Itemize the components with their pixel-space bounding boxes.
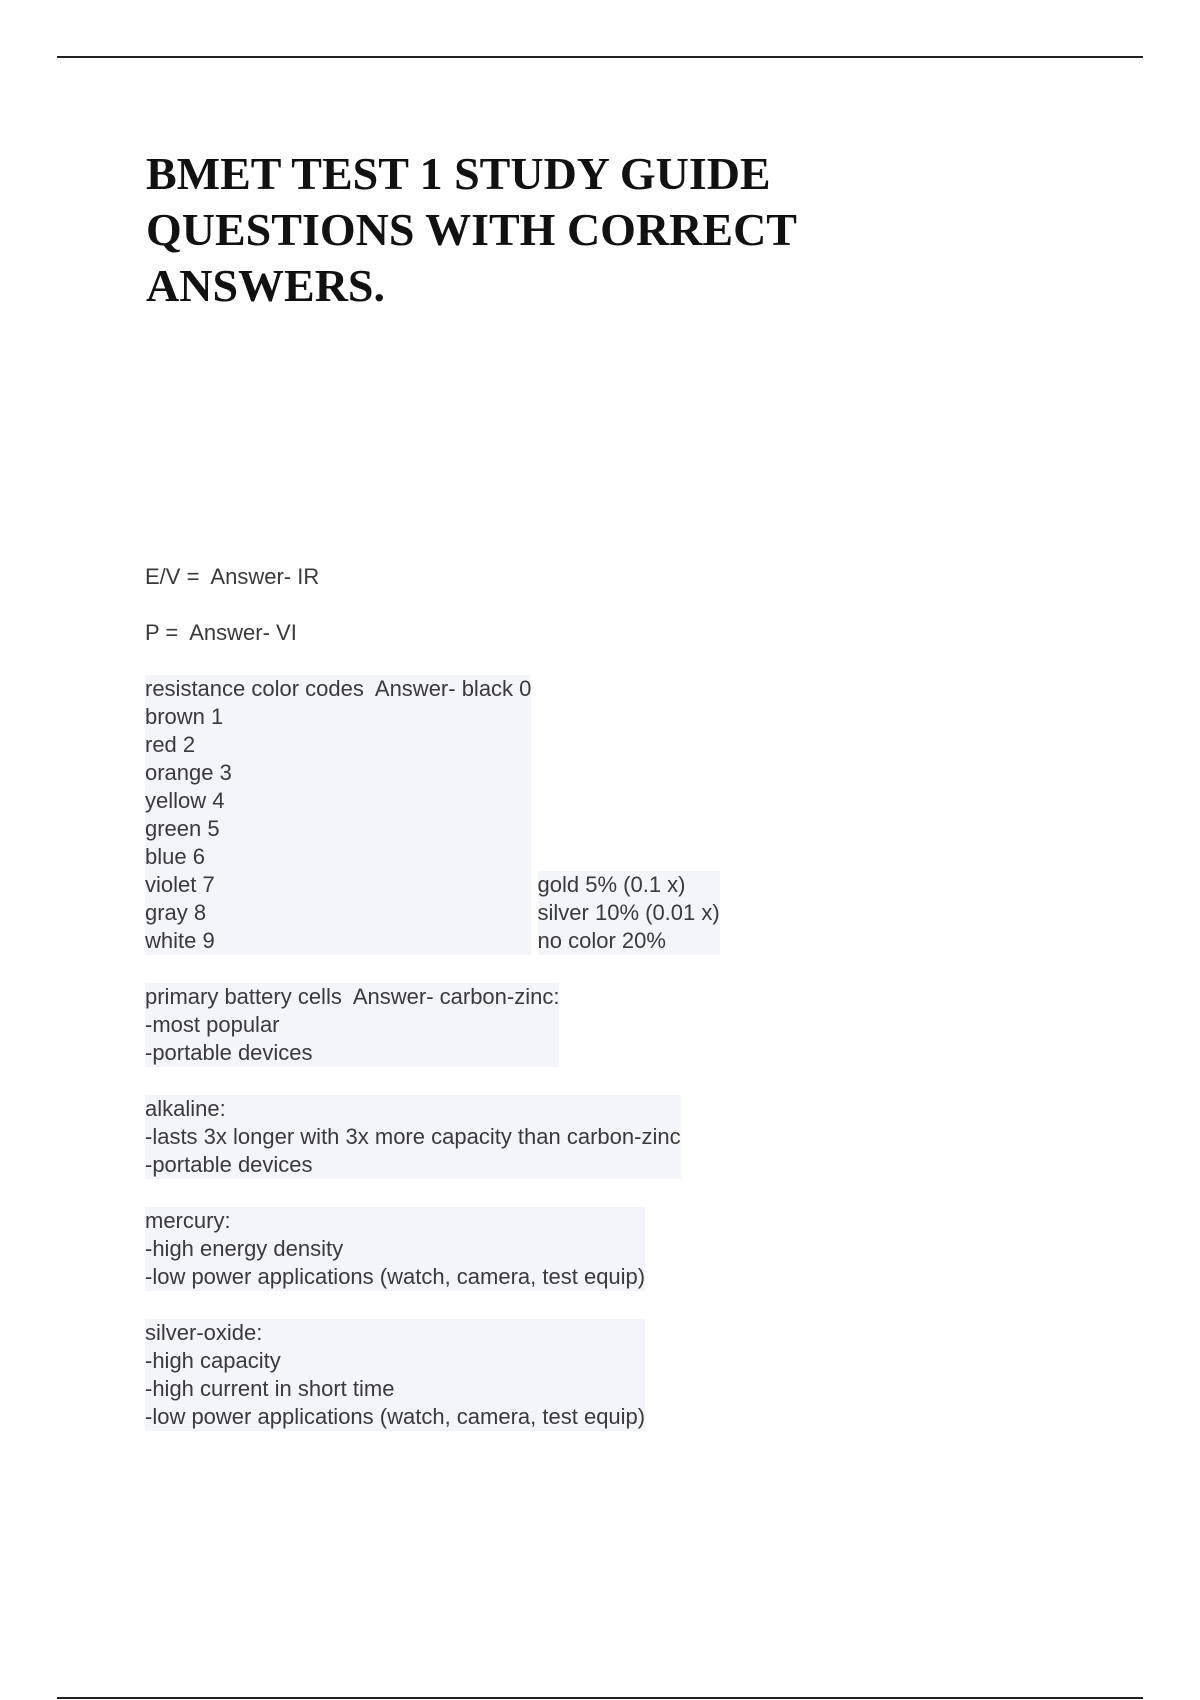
qa-block-mercury: [145, 1207, 645, 1291]
text-line: silver 10% (0.01 x): [537, 900, 720, 925]
qa-block-silver-oxide: [145, 1319, 645, 1431]
top-rule: [57, 56, 1143, 58]
text-line: green 5: [145, 816, 220, 841]
qa-block-alkaline: [145, 1095, 681, 1179]
text-line: -portable devices: [145, 1040, 313, 1065]
title-line: ANSWERS.: [146, 260, 386, 311]
text-line: -high capacity: [145, 1348, 281, 1373]
text-line: -high current in short time: [145, 1376, 395, 1401]
document-body: [145, 563, 1045, 1459]
qa-block-tolerance: [538, 871, 720, 955]
qa-block-power: [145, 619, 1045, 647]
text-line: -portable devices: [145, 1152, 313, 1177]
text-line: white 9: [145, 928, 215, 953]
text-line: no color 20%: [537, 928, 666, 953]
text-line: -low power applications (watch, camera, test equip): [145, 1264, 646, 1289]
qa-block-resistance-color-codes: [145, 675, 531, 955]
document-title: [146, 146, 966, 314]
text-line: -high energy density: [145, 1236, 344, 1261]
title-line: QUESTIONS WITH CORRECT: [146, 204, 797, 255]
text-line: yellow 4: [145, 788, 225, 813]
text-line: -most popular: [145, 1012, 280, 1037]
text-line: -low power applications (watch, camera, test equip): [145, 1404, 646, 1429]
text-line: primary battery cells Answer- carbon-zinc:: [145, 984, 560, 1009]
text-line: gray 8: [145, 900, 207, 925]
text-line: violet 7: [145, 872, 215, 897]
text-line: orange 3: [145, 760, 232, 785]
text-line: P = Answer- VI: [145, 620, 297, 645]
text-line: silver-oxide:: [145, 1320, 263, 1345]
bottom-rule: [57, 1697, 1143, 1699]
text-line: brown 1: [145, 704, 224, 729]
text-line: blue 6: [145, 844, 205, 869]
text-line: E/V = Answer- IR: [145, 564, 320, 589]
text-line: resistance color codes Answer- black 0: [145, 676, 532, 701]
text-line: -lasts 3x longer with 3x more capacity than carbon-zinc: [145, 1124, 681, 1149]
text-line: red 2: [145, 732, 196, 757]
qa-block-primary-battery: [145, 983, 559, 1067]
text-line: alkaline:: [145, 1096, 226, 1121]
text-line: mercury:: [145, 1208, 231, 1233]
title-line: BMET TEST 1 STUDY GUIDE: [146, 148, 771, 199]
qa-block-ev: [145, 563, 1045, 591]
text-line: gold 5% (0.1 x): [537, 872, 686, 897]
